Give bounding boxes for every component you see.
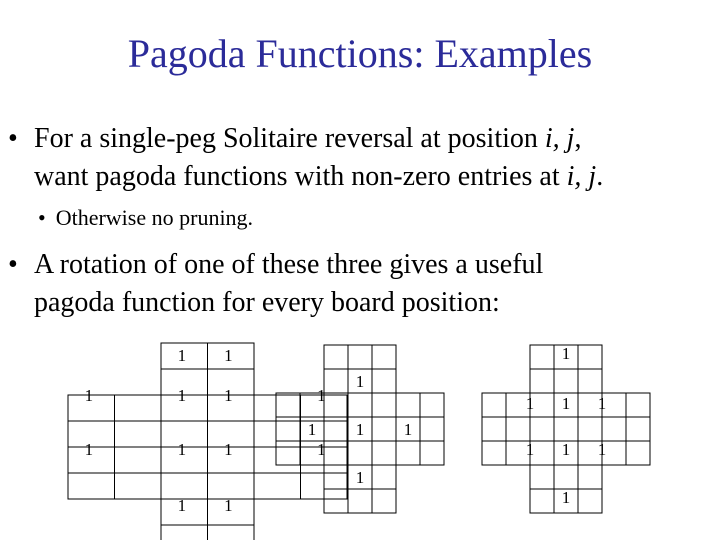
bullet-2-line-2: pagoda function for every board position: (34, 287, 500, 318)
board-cell (420, 393, 444, 417)
board-entry: 1 (307, 420, 317, 439)
position-variable: i, j (544, 123, 575, 154)
board-cell (324, 393, 348, 417)
sub-bullet-dot: • (38, 205, 46, 230)
board-cell (626, 441, 650, 465)
bullet-dot: • (8, 123, 18, 154)
board-entry: 1 (561, 488, 571, 507)
board-cell (420, 441, 444, 465)
board-cell (372, 417, 396, 441)
board-entry: 1 (177, 440, 187, 459)
board-cell (626, 393, 650, 417)
board-cell (396, 393, 420, 417)
board-cell (396, 441, 420, 465)
board-cell (554, 369, 578, 393)
board-cell (530, 417, 554, 441)
board-cell (324, 465, 348, 489)
board-entry: 1 (317, 386, 326, 405)
board-cell (161, 525, 208, 540)
board-cell (482, 441, 506, 465)
board-entry: 1 (355, 372, 365, 391)
board-cell (324, 489, 348, 513)
board-cell (254, 421, 301, 447)
board-cell (602, 417, 626, 441)
board-cell (554, 465, 578, 489)
bullet-1-text: For a single-peg Solitaire reversal at position (34, 123, 545, 154)
board-entry: 1 (597, 440, 607, 459)
board-entry: 1 (84, 386, 94, 405)
board-cell (578, 369, 602, 393)
board-cell (578, 345, 602, 369)
board-entry: 1 (224, 386, 233, 405)
board-entry: 1 (561, 394, 571, 413)
board-cell (372, 489, 396, 513)
board-cell (115, 421, 162, 447)
board-entry: 1 (317, 440, 326, 459)
board-entry: 1 (224, 440, 233, 459)
board-entry: 1 (355, 420, 365, 439)
board-cell (482, 393, 506, 417)
bullet-1-punct: , (574, 123, 582, 154)
board-cell (68, 473, 115, 499)
board-entry: 1 (561, 440, 571, 459)
board-cell (626, 417, 650, 441)
board-cell (554, 417, 578, 441)
board-entry: 1 (355, 468, 365, 487)
board-cell (372, 345, 396, 369)
board-entry: 1 (525, 394, 535, 413)
board-entry: 1 (561, 344, 571, 363)
board-cell (348, 489, 372, 513)
board-cell (208, 525, 255, 540)
board-entry: 1 (84, 440, 94, 459)
slide-title: Pagoda Functions: Examples (127, 31, 593, 76)
board-cell (420, 417, 444, 441)
board-cell (348, 345, 372, 369)
board-cell (372, 441, 396, 465)
board-entry: 1 (224, 496, 233, 515)
board-entry: 1 (403, 420, 413, 439)
board-cell (276, 441, 300, 465)
bullet-2-line-1: A rotation of one of these three gives a useful (34, 249, 544, 280)
board-entry: 1 (177, 386, 187, 405)
board-cell (530, 489, 554, 513)
board-entry: 1 (177, 346, 187, 365)
board-cell (482, 417, 506, 441)
board-cell (578, 465, 602, 489)
bullet-1-end: . (596, 161, 604, 192)
board-cell (115, 473, 162, 499)
board-cell (254, 473, 301, 499)
board-entry: 1 (597, 394, 607, 413)
board-cell (372, 465, 396, 489)
board-cell (115, 447, 162, 473)
board-cell (506, 417, 530, 441)
board-cell (348, 393, 372, 417)
board-cell (530, 345, 554, 369)
board-cell (276, 393, 300, 417)
bullet-1-text-2: want pagoda functions with non-zero entries at (34, 161, 567, 192)
bullet-dot: • (8, 249, 18, 280)
board-cell (324, 345, 348, 369)
board-cell (578, 417, 602, 441)
board-entry: 1 (224, 346, 233, 365)
board-cell (372, 393, 396, 417)
board-cell (578, 489, 602, 513)
board-cell (115, 395, 162, 421)
board-cell (372, 369, 396, 393)
board-entry: 1 (177, 496, 187, 515)
board-cell (348, 441, 372, 465)
board-entry: 1 (525, 440, 535, 459)
board-cell (324, 369, 348, 393)
board-cell (530, 369, 554, 393)
board-cell (324, 441, 348, 465)
position-variable-2: i, j (566, 161, 597, 192)
sub-bullet-text: Otherwise no pruning. (55, 205, 254, 230)
board-cell (530, 465, 554, 489)
board-cell (254, 447, 301, 473)
